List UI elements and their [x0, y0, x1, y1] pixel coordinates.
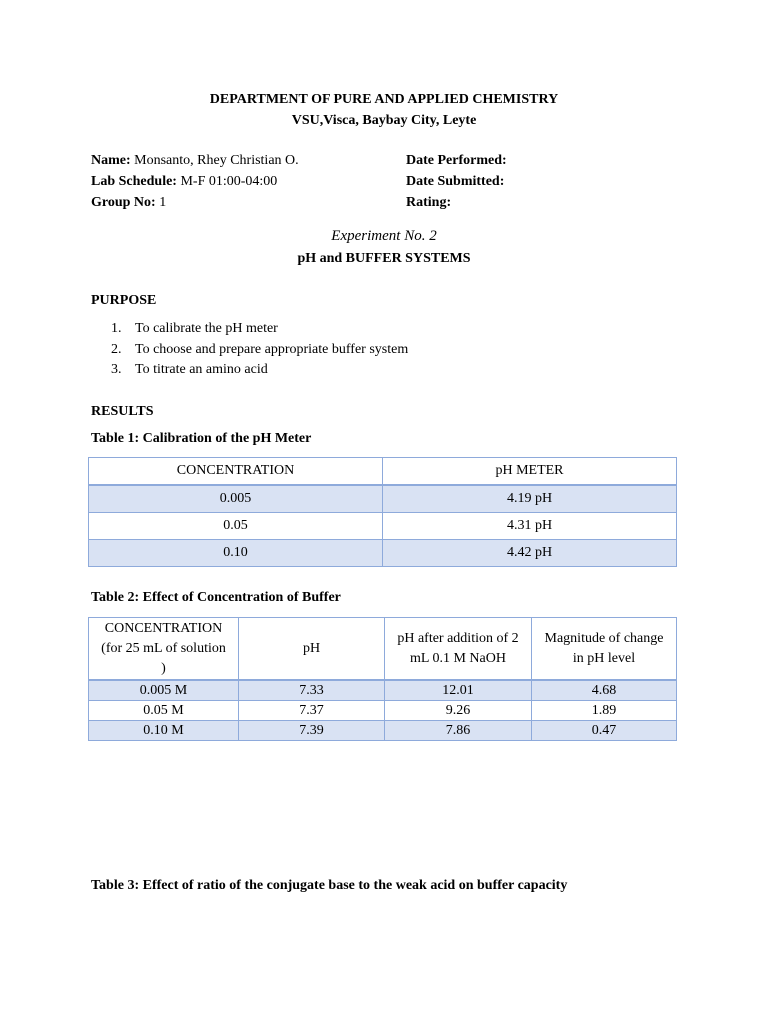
purpose-item-text: To calibrate the pH meter: [135, 321, 278, 336]
schedule-label: Lab Schedule:: [91, 174, 177, 189]
group-value: 1: [155, 195, 167, 210]
purpose-item-number: 3.: [111, 362, 122, 377]
schedule-line: [91, 171, 299, 192]
table-cell: 4.31 pH: [383, 513, 677, 540]
table-header-cell: [385, 618, 532, 681]
group-line: [91, 192, 299, 213]
purpose-item-number: 1.: [111, 321, 122, 336]
table-cell: 12.01: [385, 680, 532, 701]
table-row: [89, 701, 677, 721]
table-cell: 4.19 pH: [383, 485, 677, 513]
header-text: CONCENTRATION: [104, 620, 223, 636]
header-text: Magnitude of change: [544, 630, 664, 646]
table-cell: 0.05: [89, 513, 383, 540]
header-text: mL 0.1 M NaOH: [410, 650, 506, 666]
purpose-list: [111, 319, 409, 381]
table-cell: 0.10: [89, 540, 383, 567]
department-heading: DEPARTMENT OF PURE AND APPLIED CHEMISTRY: [209, 92, 559, 107]
purpose-item: [111, 360, 408, 381]
purpose-item-text: To titrate an amino acid: [135, 362, 268, 377]
submission-info: [406, 150, 507, 213]
address-heading: VSU,Visca, Baybay City, Leyte: [291, 113, 477, 128]
table-header-cell: [89, 618, 239, 681]
table2-caption: Table 2: Effect of Concentration of Buffer: [91, 590, 341, 605]
table-cell: 9.26: [385, 701, 532, 721]
header-text: ): [161, 660, 166, 676]
experiment-title: pH and BUFFER SYSTEMS: [297, 251, 471, 266]
purpose-item: [111, 319, 408, 340]
table-cell: 7.86: [385, 721, 532, 741]
name-line: [91, 150, 299, 171]
table-cell: 7.33: [239, 680, 385, 701]
name-label: Name:: [91, 153, 131, 168]
purpose-heading: PURPOSE: [91, 293, 157, 308]
table-cell: 4.42 pH: [383, 540, 677, 567]
table-cell: 0.47: [532, 721, 677, 741]
header-text: in pH level: [572, 650, 636, 666]
header-text: pH after addition of 2: [397, 630, 519, 646]
table-header-row: [89, 458, 677, 486]
date-submitted-label: Date Submitted:: [406, 174, 505, 189]
table-row: [89, 680, 677, 701]
table1-caption: Table 1: Calibration of the pH Meter: [91, 431, 312, 446]
table-cell: 7.37: [239, 701, 385, 721]
table-row: [89, 513, 677, 540]
table-cell: 1.89: [532, 701, 677, 721]
results-heading: RESULTS: [91, 404, 154, 419]
table-header-row: [89, 618, 677, 681]
table-cell: 7.39: [239, 721, 385, 741]
table3-caption: Table 3: Effect of ratio of the conjugate base to the weak acid on buffer capacity: [91, 878, 568, 893]
purpose-item-text: To choose and prepare appropriate buffer system: [135, 341, 409, 357]
table-header-cell: CONCENTRATION: [89, 458, 383, 486]
rating-label: Rating:: [406, 195, 452, 210]
table-cell: 4.68: [532, 680, 677, 701]
table-cell: 0.005: [89, 485, 383, 513]
experiment-number: Experiment No. 2: [331, 228, 437, 244]
table-header-cell: [532, 618, 677, 681]
calibration-table: [88, 457, 677, 567]
group-label: Group No:: [91, 195, 156, 210]
table-cell: 0.10 M: [89, 721, 239, 741]
table-header-cell: pH: [239, 618, 385, 681]
table-row: [89, 485, 677, 513]
date-performed-label: Date Performed:: [406, 153, 507, 168]
purpose-item-number: 2.: [111, 341, 122, 357]
schedule-value: M-F 01:00-04:00: [176, 174, 278, 189]
student-info: [91, 150, 299, 213]
header-text: (for 25 mL of solution: [101, 640, 226, 656]
table-cell: 0.05 M: [89, 701, 239, 721]
table-row: [89, 540, 677, 567]
table-cell: 0.005 M: [89, 680, 239, 701]
name-value: Monsanto, Rhey Christian O.: [130, 153, 299, 168]
purpose-item: [111, 340, 409, 361]
table-header-cell: pH METER: [383, 458, 677, 486]
buffer-concentration-table: [88, 617, 677, 741]
table-row: [89, 721, 677, 741]
